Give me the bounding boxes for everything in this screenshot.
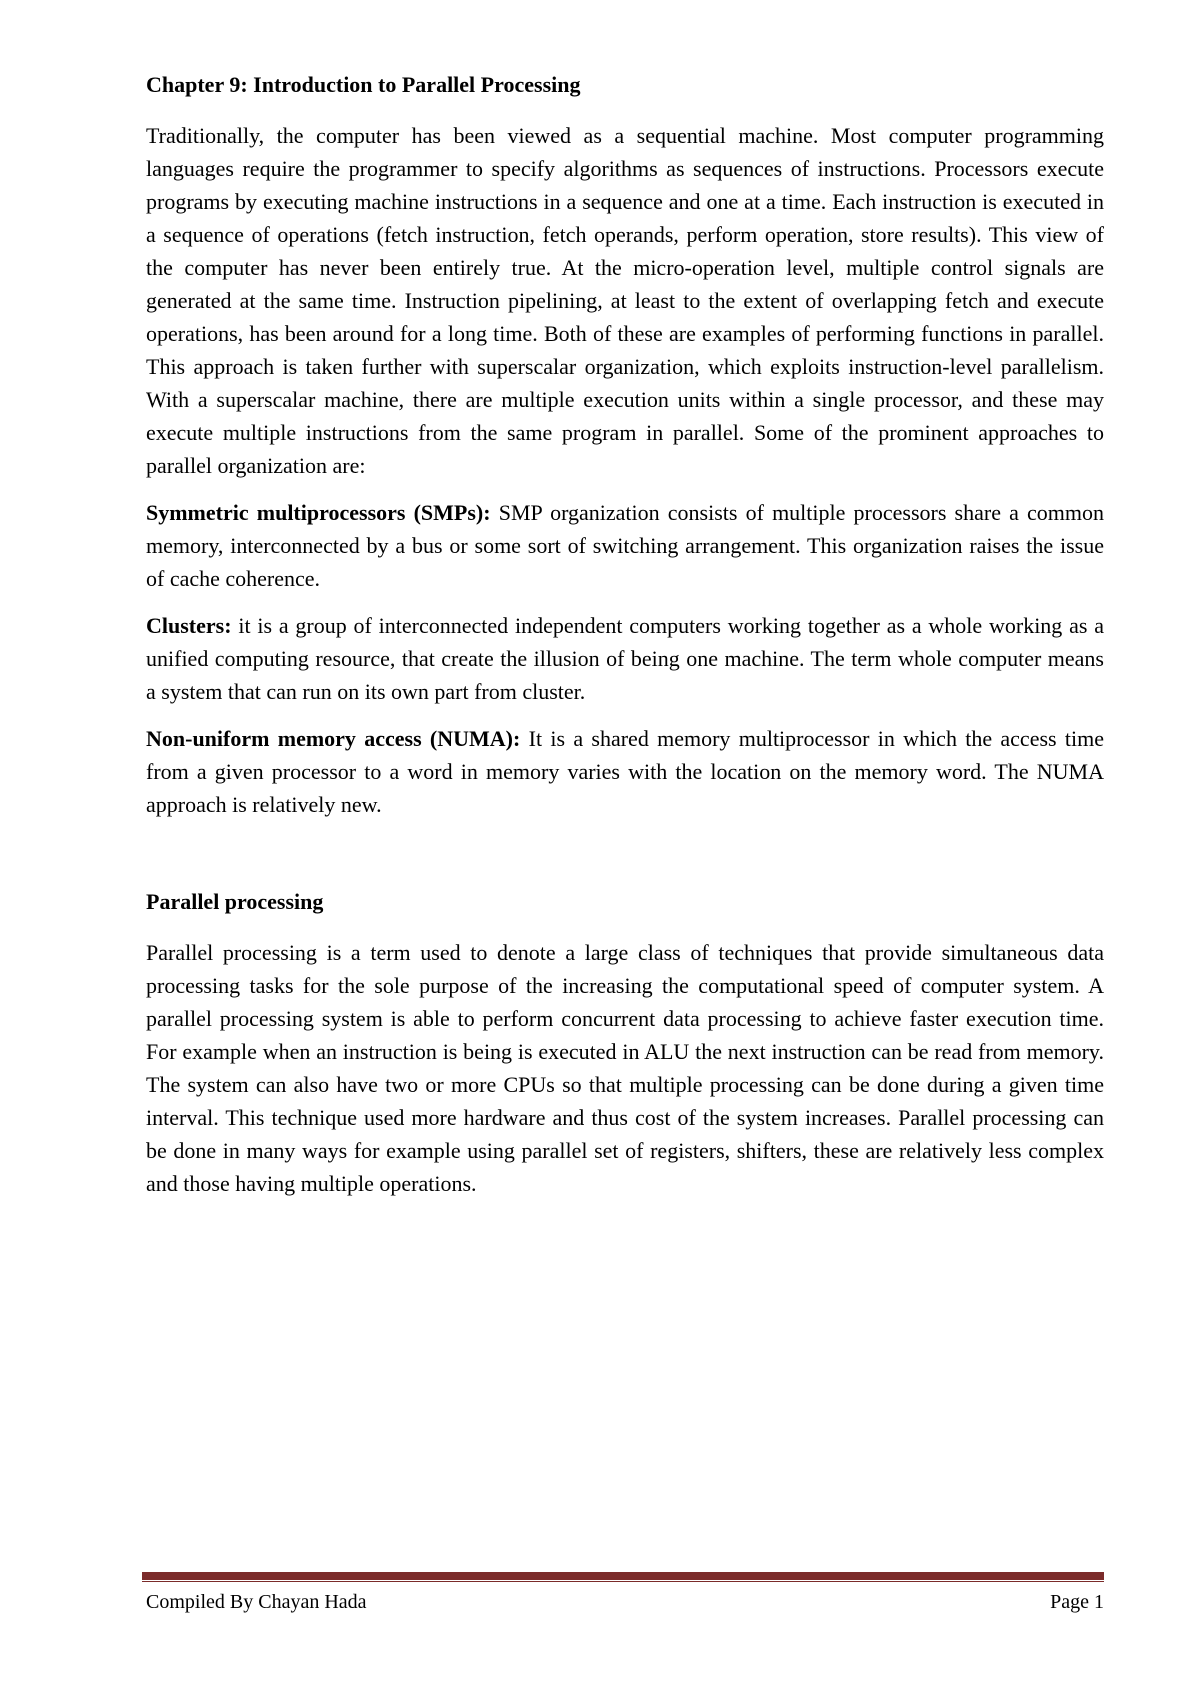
section-paragraph: Parallel processing is a term used to denote a large class of techniques that provide simultaneous data processing tasks for the sole purpose of the increasing the computational speed of computer system. A parallel processing system is able to perform concurrent data processing to achieve faster execution time. For example when an instruction is being is executed in ALU the next instruction can be read from memory. The system can also have two or more CPUs so that multiple processing can be done during a given time interval. This technique used more hardware and thus cost of the system increases. Parallel processing can be done in many ways for example using parallel set of registers, shifters, these are relatively less complex and those having multiple operations.: [146, 940, 1104, 1196]
page-footer: [146, 1588, 1104, 1616]
approach-term: Clusters:: [146, 613, 232, 638]
document-body: [146, 68, 1104, 1214]
section-heading: Parallel processing: [146, 889, 324, 914]
approach-term: Symmetric multiprocessors (SMPs):: [146, 500, 491, 525]
footer-page-number: Page 1: [1050, 1591, 1104, 1613]
intro-paragraph: Traditionally, the computer has been viewed as a sequential machine. Most computer programming languages require the programmer to specify algorithms as sequences of instructions. Processors execute programs by executing machine instructions in a sequence and one at a time. Each instruction is executed in a sequence of operations (fetch instruction, fetch operands, perform operation, store results). This view of the computer has never been entirely true. At the micro-operation level, multiple control signals are generated at the same time. Instruction pipelining, at least to the extent of overlapping fetch and execute operations, has been around for a long time. Both of these are examples of performing functions in parallel. This approach is taken further with superscalar organization, which exploits instruction-level parallelism. With a superscalar machine, there are multiple execution units within a single processor, and these may execute multiple instructions from the same program in parallel. Some of the prominent approaches to parallel organization are:: [146, 123, 1104, 478]
chapter-title: Chapter 9: Introduction to Parallel Processing: [146, 72, 581, 97]
approach-text: It is a shared memory multiprocessor in which the access time from a given processor to a word in memory varies with the location on the memory word. The NUMA approach is relatively new.: [146, 726, 1104, 817]
approach-text: SMP organization consists of multiple processors share a common memory, interconnected by a bus or some sort of switching arrangement. This organization raises the issue of cache coherence.: [146, 500, 1104, 591]
approach-text: it is a group of interconnected independent computers working together as a whole working as a unified computing resource, that create the illusion of being one machine. The term whole computer means a system that can run on its own part from cluster.: [146, 613, 1104, 704]
footer-author: Compiled By Chayan Hada: [146, 1591, 367, 1613]
approach-term: Non-uniform memory access (NUMA):: [146, 726, 521, 751]
footer-rule: [142, 1572, 1104, 1580]
approach-clusters: [146, 609, 1104, 708]
approach-smp: [146, 496, 1104, 595]
approach-numa: [146, 722, 1104, 821]
footer-rule-thin: [142, 1581, 1104, 1582]
